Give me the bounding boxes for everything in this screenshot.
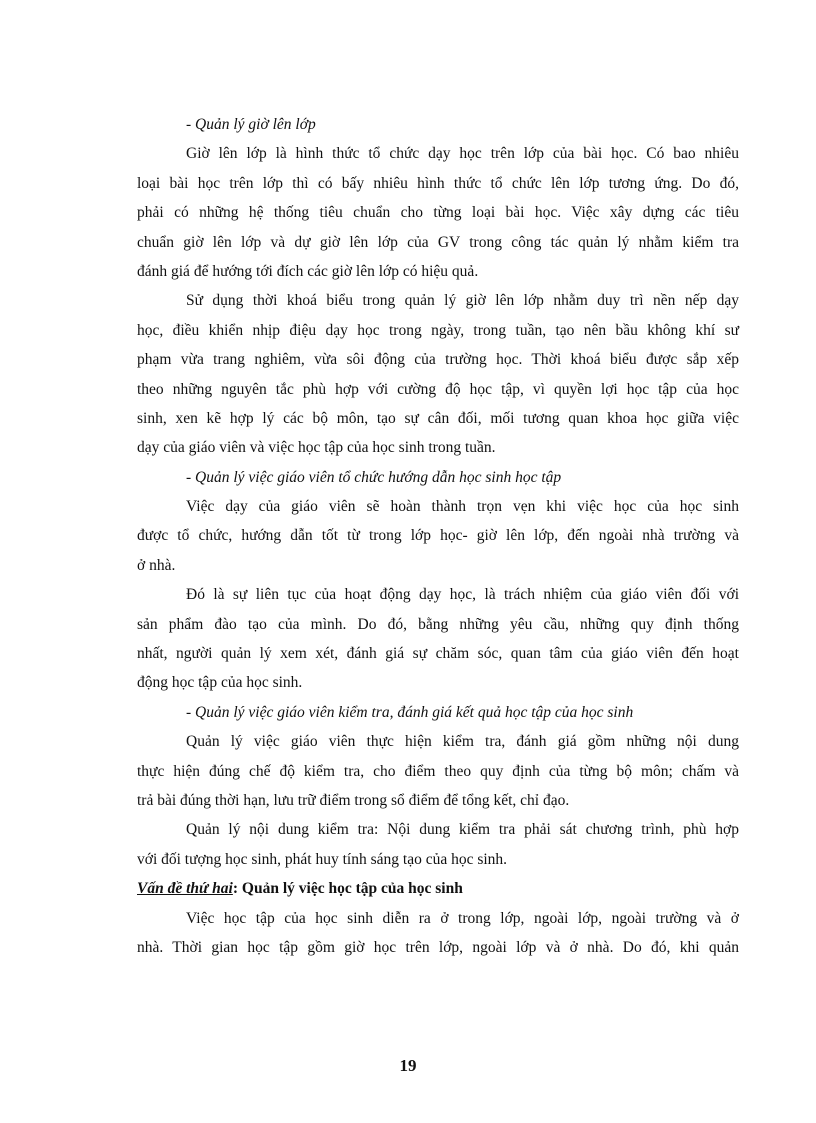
section-body-text [137,904,739,963]
text-line: sản phẩm đào tạo của mình. Do đó, bằng những yêu cầu, những quy định thống [137,615,739,633]
section-heading [137,874,739,903]
text-line: học, điều khiển nhịp điệu dạy học trong ngày, trong tuần, tạo nên bầu không khí sư [137,321,739,339]
text-line: ở nhà. [137,556,176,574]
text-line: Việc học tập của học sinh diễn ra ở trong lớp, ngoài lớp, ngoài trường và ở [186,909,739,927]
text-line: loại bài học trên lớp thì có bấy nhiêu hình thức tổ chức lên lớp tương ứng. Do đó, [137,174,739,192]
text-line: Quản lý nội dung kiểm tra: Nội dung kiểm tra phải sát chương trình, phù hợp [186,821,739,839]
subheading: - Quản lý việc giáo viên kiểm tra, đánh giá kết quả học tập của học sinh [186,703,634,721]
text-line: với đối tượng học sinh, phát huy tính sáng tạo của học sinh. [137,850,508,868]
text-line: đánh giá để hướng tới đích các giờ lên lớp có hiệu quả. [137,262,479,280]
section-heading-lead: Vấn đề thứ hai [137,880,233,898]
document-page [137,110,739,962]
text-line: Giờ lên lớp là hình thức tổ chức dạy học trên lớp của bài học. Có bao nhiêu [186,145,739,163]
body-text [137,110,739,874]
text-line: được tổ chức, hướng dẫn tốt từ trong lớp học- giờ lên lớp, đến ngoài nhà trường và [137,527,739,545]
section-heading-colon: : [232,880,239,898]
text-line: Quản lý việc giáo viên thực hiện kiểm tra, đánh giá gồm những nội dung [186,733,739,751]
subheading: - Quản lý việc giáo viên tổ chức hướng dẫn học sinh học tập [186,468,562,486]
text-line: chuẩn giờ lên lớp và dự giờ lên lớp của GV trong công tác quản lý nhằm kiểm tra [137,233,739,251]
text-line: Sử dụng thời khoá biểu trong quản lý giờ lên lớp nhằm duy trì nền nếp dạy [186,292,739,310]
page-number: 19 [399,1056,417,1075]
text-line: động học tập của học sinh. [137,674,303,692]
text-line: phạm vừa trang nghiêm, vừa sôi động của trường học. Thời khoá biểu được sắp xếp [137,351,739,369]
text-line: thực hiện đúng chế độ kiểm tra, cho điểm theo quy định của từng bộ môn; chấm và [137,762,739,780]
text-line: phải có những hệ thống tiêu chuẩn cho từng loại bài học. Việc xây dựng các tiêu [137,204,739,222]
text-line: nhất, người quản lý xem xét, đánh giá sự chăm sóc, quan tâm của giáo viên đến hoạt [137,645,739,663]
subheading: - Quản lý giờ lên lớp [186,116,316,133]
text-line: dạy của giáo viên và việc học tập của học sinh trong tuần. [137,439,496,457]
text-line: Đó là sự liên tục của hoạt động dạy học, là trách nhiệm của giáo viên đối với [186,586,739,604]
text-line: trả bài đúng thời hạn, lưu trữ điểm trong sổ điểm để tổng kết, chỉ đạo. [137,791,570,809]
section-heading-title: Quản lý việc học tập của học sinh [238,880,463,898]
text-line: sinh, xen kẽ hợp lý các bộ môn, tạo sự cân đối, mối tương quan khoa học giữa việc [137,409,739,427]
text-line: Việc dạy của giáo viên sẽ hoàn thành trọn vẹn khi việc học của học sinh [186,498,739,516]
text-line: nhà. Thời gian học tập gồm giờ học trên lớp, ngoài lớp và ở nhà. Do đó, khi quản [137,938,739,956]
text-line: theo những nguyên tắc phù hợp với cường độ học tập, vì quyền lợi học tập của học [137,380,739,398]
